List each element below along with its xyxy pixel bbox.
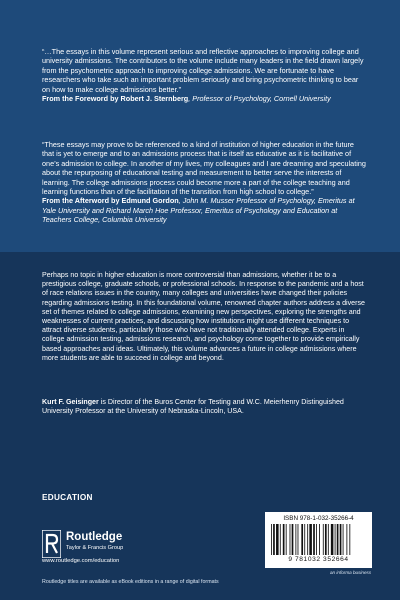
routledge-r-icon bbox=[42, 530, 61, 558]
subject-category: EDUCATION bbox=[42, 493, 93, 502]
isbn-barcode bbox=[265, 512, 372, 568]
author-bio bbox=[42, 398, 368, 416]
book-description: Perhaps no topic in higher education is more controversial than admissions, whether it be to a prestigious college, graduate schools, or professional schools. In response to the pandemic and a host of race relations issues in the country, many colleges and universities have changed their policies regarding admissions testing. In this foundational volume, renowned chapter authors address a diverse set of themes related to college admissions, examining new perspectives, exploring the strengths and weaknesses of current practices, and discussing how institutions might use different techniques to attract diverse students, particularly those who have not traditionally attended college. Experts in college admission testing, admissions research, and psychology come together to provide empirically based approaches and ideas. Ultimately, this volume advances a future in college admissions where more students are able to succeed in college and beyond. bbox=[42, 271, 365, 362]
afterword-quote bbox=[42, 140, 368, 225]
isbn-number: ISBN 978-1-032-35266-4 bbox=[283, 515, 354, 522]
afterword-attribution: From the Afterword by Edmund Gordon bbox=[42, 196, 179, 206]
foreword-attribution-role: , Professor of Psychology, Cornell University bbox=[188, 94, 331, 104]
publisher-logo bbox=[42, 528, 182, 564]
afterword-attribution-role: , John M. Musser Professor of Psychology, Emeritus at Yale University and Richard March Hoe Professor, Emeritus of Psychology and Education at Teachers College, Columbia University bbox=[42, 196, 355, 225]
foreword-attribution: From the Foreword by Robert J. Sternberg bbox=[42, 94, 189, 104]
ebook-note: Routledge titles are available as eBook editions in a range of digital formats bbox=[42, 579, 219, 585]
afterword-quote-text: “These essays may prove to be referenced to a kind of institution of higher education in the future that is yet to emerge and to an admissions process that is itself as educative as it is facilitative of one’s admission to college. In another of my lives, my colleagues and I are dreaming and speculating about the repurposing of educational testing and measurement to better serve the interests of learning. The college admissions process could become more a part of the college teaching and learning functions than of the facilitation of the transition from high school to college.” bbox=[42, 140, 366, 197]
publisher-subtitle: Taylor & Francis Group bbox=[66, 545, 124, 551]
foreword-quote bbox=[42, 47, 368, 103]
publisher-url: www.routledge.com/education bbox=[42, 558, 120, 564]
publisher-imprint: an informa business bbox=[330, 570, 372, 575]
barcode-bars-icon bbox=[271, 524, 366, 555]
author-name: Kurt F. Geisinger bbox=[42, 398, 99, 406]
publisher-name: Routledge bbox=[66, 531, 123, 543]
barcode-digits: 9 781032 352664 bbox=[288, 556, 349, 563]
author-bio-text: is Director of the Buros Center for Testing and W.C. Meierhenry Distinguished University Professor at the University of Nebraska-Lincoln, USA. bbox=[42, 398, 344, 416]
foreword-quote-text: “…The essays in this volume represent serious and reflective approaches to improving college and university admissions. The contributors to the volume include many leaders in the field drawn largely from the psychometric approach to improving college admissions. We are fortunate to have researchers who take such an important problem seriously and bring psychometric thinking to bear on how to make college admissions better.” bbox=[42, 47, 364, 94]
